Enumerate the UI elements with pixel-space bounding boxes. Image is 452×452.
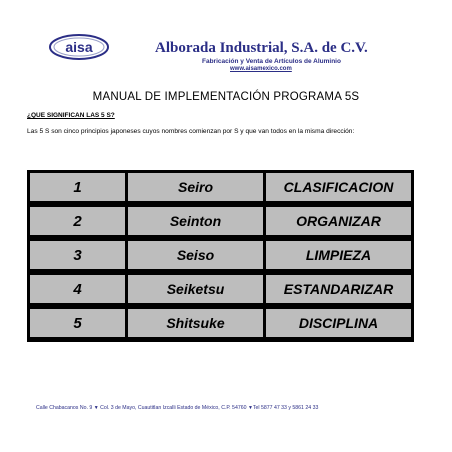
- logo-text: aisa: [65, 39, 93, 55]
- footer-address: [36, 405, 318, 411]
- aisa-logo: [49, 33, 109, 61]
- s-meaning: ESTANDARIZAR: [266, 275, 411, 303]
- s-name: Shitsuke: [128, 309, 263, 337]
- footer-city: Col. 3 de Mayo, Cuautitlan Izcalli Estado de México, C.P. 54760: [100, 405, 247, 411]
- s-meaning: DISCIPLINA: [266, 309, 411, 337]
- company-name: Alborada Industrial, S.A. de C.V.: [155, 40, 368, 56]
- table-row: [27, 170, 414, 204]
- s-meaning: ORGANIZAR: [266, 207, 411, 235]
- s-name: Seiro: [128, 173, 263, 201]
- s-name: Seinton: [128, 207, 263, 235]
- s-meaning: LIMPIEZA: [266, 241, 411, 269]
- section-heading: ¿QUE SIGNIFICAN LAS 5 S?: [27, 112, 115, 119]
- five-s-table: [27, 170, 414, 342]
- s-name: Seiketsu: [128, 275, 263, 303]
- row-number: 5: [30, 309, 125, 337]
- s-meaning: CLASIFICACION: [266, 173, 411, 201]
- company-tagline: Fabricación y Venta de Artículos de Aluminio: [202, 58, 341, 65]
- table-row: [27, 272, 414, 306]
- row-number: 1: [30, 173, 125, 201]
- table-row: [27, 238, 414, 272]
- footer-street: Calle Chabacanos No. 9: [36, 405, 93, 411]
- triangle-down-icon: ▼: [93, 405, 99, 411]
- triangle-down-icon: ▼: [247, 405, 253, 411]
- s-name: Seiso: [128, 241, 263, 269]
- intro-paragraph: Las 5 S son cinco principios japoneses cuyos nombres comienzan por S y que van todos en la misma dirección:: [27, 128, 355, 135]
- row-number: 3: [30, 241, 125, 269]
- company-website-link[interactable]: www.aisamexico.com: [230, 66, 292, 72]
- footer-phone: Tel 5877 47 33 y 5861 24 33: [252, 405, 319, 411]
- table-row: [27, 306, 414, 340]
- document-title: MANUAL DE IMPLEMENTACIÓN PROGRAMA 5S: [92, 91, 360, 103]
- row-number: 2: [30, 207, 125, 235]
- table-row: [27, 204, 414, 238]
- row-number: 4: [30, 275, 125, 303]
